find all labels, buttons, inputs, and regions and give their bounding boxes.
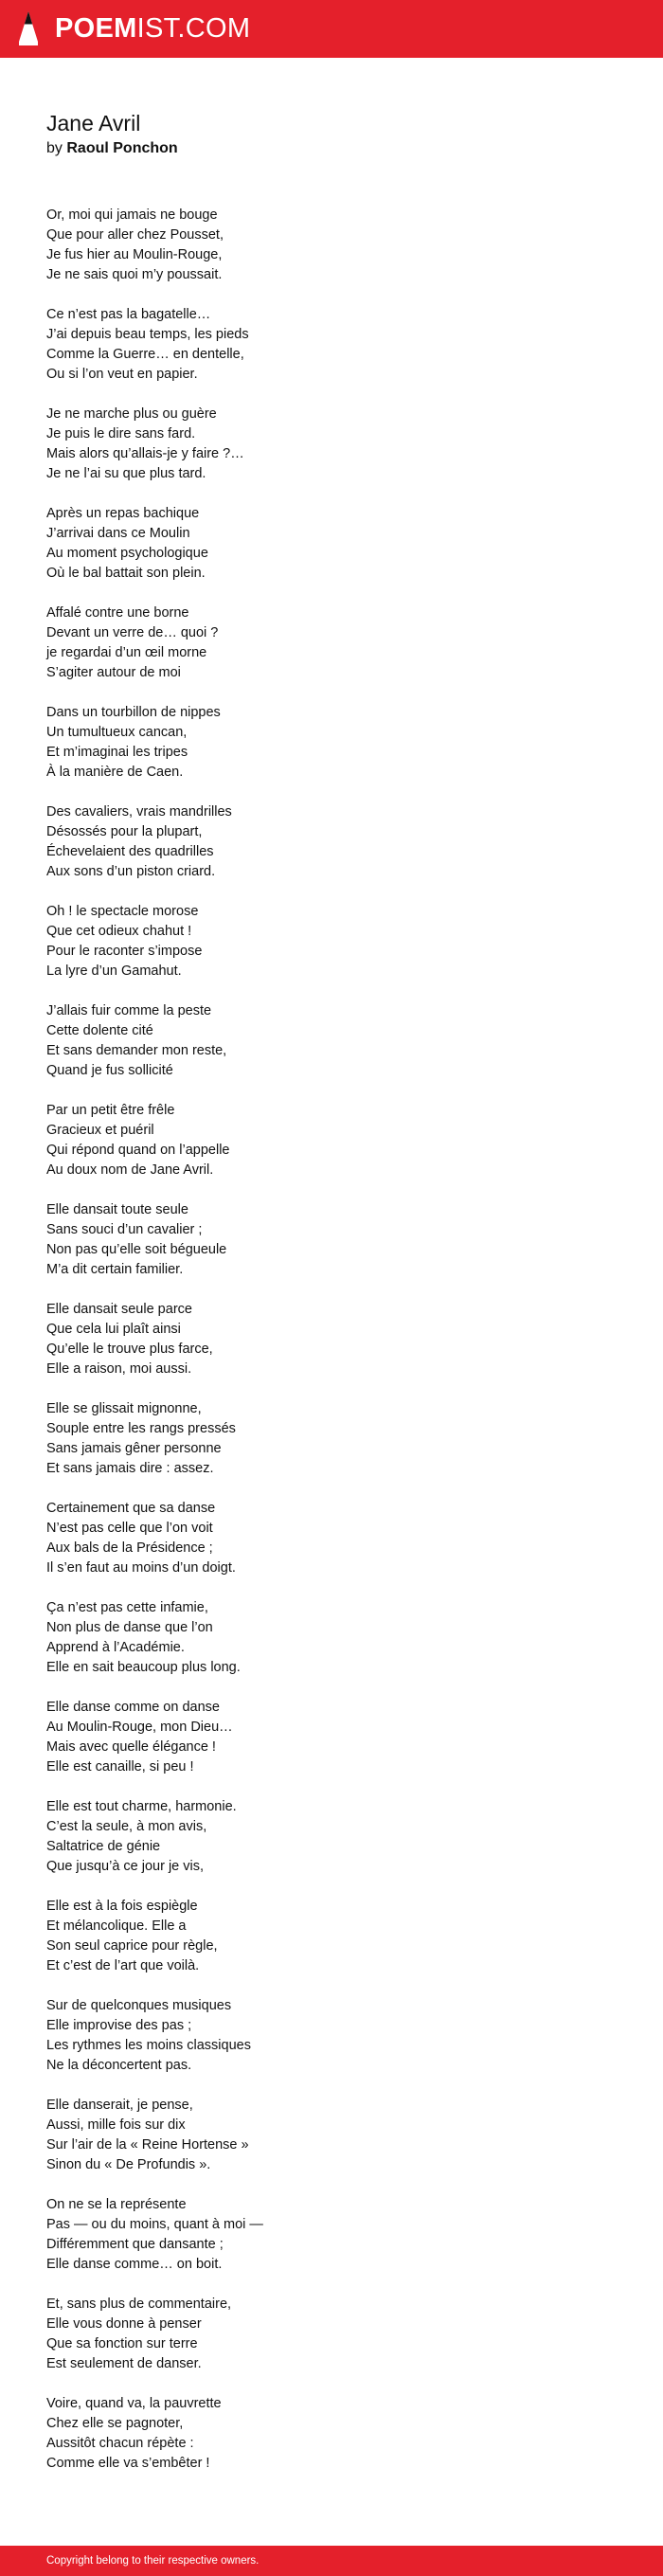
poem-stanza	[46, 504, 615, 584]
poem-line: Ne la déconcertent pas.	[46, 2058, 192, 2073]
poem-line: Elle danserait, je pense,	[46, 2098, 193, 2113]
poem-line: Elle danse comme on danse	[46, 1700, 220, 1715]
poem-author: Raoul Ponchon	[66, 140, 178, 156]
poem-stanza	[46, 405, 615, 484]
poem-stanza	[46, 1001, 615, 1081]
poem-line: Et sans jamais dire : assez.	[46, 1461, 214, 1476]
poem-line: Désossés pour la plupart,	[46, 824, 203, 839]
poem-line: Dans un tourbillon de nippes	[46, 705, 221, 720]
site-logo-text[interactable]	[55, 12, 250, 45]
poem-line: Sur de quelconques musiques	[46, 1998, 232, 2013]
poem-line: Et sans demander mon reste,	[46, 1043, 227, 1058]
poem-line: Mais avec quelle élégance !	[46, 1739, 216, 1755]
poem-line: Elle improvise des pas ;	[46, 2018, 192, 2033]
poem-line: Après un repas bachique	[46, 506, 200, 521]
poem-line: Sans souci d’un cavalier ;	[46, 1222, 203, 1237]
poem-line: Comme elle va s’embêter !	[46, 2456, 210, 2471]
poem-line: Qu’elle le trouve plus farce,	[46, 1342, 213, 1357]
poem-stanza	[46, 1698, 615, 1777]
poem-line: Ou si l’on veut en papier.	[46, 367, 198, 382]
poem-line: Des cavaliers, vrais mandrilles	[46, 804, 232, 820]
poem-stanza	[46, 902, 615, 982]
poem-line: Non pas qu’elle soit bégueule	[46, 1242, 227, 1257]
poem-line: Souple entre les rangs pressés	[46, 1421, 236, 1436]
poem-line: Pas — ou du moins, quant à moi —	[46, 2217, 263, 2232]
poem-line: Certainement que sa danse	[46, 1501, 216, 1516]
poem-stanza	[46, 1101, 615, 1180]
poem-stanza	[46, 703, 615, 783]
poem-stanza	[46, 1996, 615, 2076]
poem-line: Saltatrice de génie	[46, 1839, 161, 1854]
poem-stanza	[46, 603, 615, 683]
poem-line: Je ne l’ai su que plus tard.	[46, 466, 206, 481]
poem-line: Qui répond quand on l’appelle	[46, 1143, 230, 1158]
poem-line: On ne se la représente	[46, 2197, 187, 2212]
poem-byline	[46, 138, 178, 159]
footer-copyright: Copyright belong to their respective owners.	[46, 2555, 260, 2567]
poem-line: C’est la seule, à mon avis,	[46, 1819, 207, 1834]
poem-line: Au moment psychologique	[46, 546, 208, 561]
poem-line: Devant un verre de… quoi ?	[46, 625, 219, 640]
poem-line: Par un petit être frêle	[46, 1103, 175, 1118]
site-footer	[0, 2546, 663, 2576]
poem-line: Affalé contre une borne	[46, 605, 189, 621]
poem-line: Aussitôt chacun répète :	[46, 2436, 194, 2451]
poem-line: Échevelaient des quadrilles	[46, 844, 214, 859]
logo-brand-light: IST.COM	[136, 13, 251, 44]
poem-line: Différemment que dansante ;	[46, 2237, 224, 2252]
site-header	[0, 0, 663, 58]
poem-line: je regardai d’un œil morne	[46, 645, 207, 660]
poem-body	[46, 206, 615, 2494]
poem-line: Et m’imaginai les tripes	[46, 745, 188, 760]
poem-line: Apprend à l’Académie.	[46, 1640, 185, 1655]
poem-line: Elle a raison, moi aussi.	[46, 1361, 192, 1377]
poem-line: Et, sans plus de commentaire,	[46, 2297, 232, 2312]
logo-brand-bold: POEM	[55, 13, 137, 44]
poem-stanza	[46, 305, 615, 385]
poem-line: Que cet odieux chahut !	[46, 924, 192, 939]
poem-line: Aux bals de la Présidence ;	[46, 1540, 213, 1556]
poem-line: Il s’en faut au moins d’un doigt.	[46, 1560, 236, 1576]
poem-stanza	[46, 1797, 615, 1877]
poem-line: N’est pas celle que l’on voit	[46, 1521, 213, 1536]
poem-line: À la manière de Caen.	[46, 765, 184, 780]
poem-stanza	[46, 1499, 615, 1578]
poem-line: Ça n’est pas cette infamie,	[46, 1600, 208, 1615]
poem-line: Sur l’air de la « Reine Hortense »	[46, 2137, 249, 2153]
poem-line: Où le bal battait son plein.	[46, 566, 206, 581]
poem-stanza	[46, 2096, 615, 2175]
pencil-tip-icon[interactable]	[18, 10, 39, 46]
poem-line: Elle danse comme… on boit.	[46, 2257, 223, 2272]
poem-stanza	[46, 1300, 615, 1379]
poem-line: Est seulement de danser.	[46, 2356, 202, 2371]
poem-line: Je ne sais quoi m’y poussait.	[46, 267, 223, 282]
poem-stanza	[46, 2394, 615, 2474]
poem-line: Que jusqu’à ce jour je vis,	[46, 1859, 205, 1874]
poem-line: Sinon du « De Profundis ».	[46, 2157, 211, 2172]
poem-line: La lyre d’un Gamahut.	[46, 964, 182, 979]
poem-line: Oh ! le spectacle morose	[46, 904, 199, 919]
poem-line: M’a dit certain familier.	[46, 1262, 184, 1277]
poem-stanza	[46, 206, 615, 285]
poem-line: S’agiter autour de moi	[46, 665, 181, 680]
poem-line: Son seul caprice pour règle,	[46, 1938, 218, 1954]
poem-line: Or, moi qui jamais ne bouge	[46, 207, 218, 223]
poem-line: Que cela lui plaît ainsi	[46, 1322, 181, 1337]
poem-line: Elle dansait toute seule	[46, 1202, 188, 1217]
poem-stanza	[46, 802, 615, 882]
poem-stanza	[46, 2295, 615, 2374]
poem-line: Gracieux et puéril	[46, 1123, 154, 1138]
poem-line: Quand je fus sollicité	[46, 1063, 173, 1078]
poem-stanza	[46, 2195, 615, 2275]
poem-line: Sans jamais gêner personne	[46, 1441, 222, 1456]
poem-title: Jane Avril	[46, 111, 141, 135]
poem-line: Elle est tout charme, harmonie.	[46, 1799, 237, 1814]
poem-line: Elle est à la fois espiègle	[46, 1899, 198, 1914]
poem-line: J’allais fuir comme la peste	[46, 1003, 212, 1018]
poem-line: Je fus hier au Moulin-Rouge,	[46, 247, 223, 262]
poem-line: Au doux nom de Jane Avril.	[46, 1162, 214, 1178]
poem-line: Je puis le dire sans fard.	[46, 426, 196, 441]
poem-line: Elle vous donne à penser	[46, 2316, 202, 2332]
poem-line: J’ai depuis beau temps, les pieds	[46, 327, 249, 342]
poem-line: Cette dolente cité	[46, 1023, 153, 1038]
poem-line: Les rythmes les moins classiques	[46, 2038, 251, 2053]
poem-line: Aux sons d’un piston criard.	[46, 864, 216, 879]
byline-prefix: by	[46, 140, 63, 156]
poem-line: Comme la Guerre… en dentelle,	[46, 347, 244, 362]
poem-line: Et mélancolique. Elle a	[46, 1918, 187, 1934]
poem-line: Elle se glissait mignonne,	[46, 1401, 202, 1416]
poem-stanza	[46, 1598, 615, 1678]
poem-line: Non plus de danse que l’on	[46, 1620, 213, 1635]
poem-line: Mais alors qu’allais-je y faire ?…	[46, 446, 244, 461]
poem-line: Chez elle se pagnoter,	[46, 2416, 184, 2431]
poem-line: Au Moulin-Rouge, mon Dieu…	[46, 1720, 233, 1735]
poem-line: Pour le raconter s’impose	[46, 944, 203, 959]
poem-line: Elle dansait seule parce	[46, 1302, 192, 1317]
poem-line: Un tumultueux cancan,	[46, 725, 188, 740]
poem-line: J’arrivai dans ce Moulin	[46, 526, 190, 541]
poem-stanza	[46, 1200, 615, 1280]
poem-line: Que pour aller chez Pousset,	[46, 227, 224, 243]
poem-line: Elle en sait beaucoup plus long.	[46, 1660, 241, 1675]
poem-stanza	[46, 1399, 615, 1479]
poem-line: Voire, quand va, la pauvrette	[46, 2396, 222, 2411]
poem-stanza	[46, 1897, 615, 1976]
poem-line: Et c’est de l’art que voilà.	[46, 1958, 200, 1973]
poem-line: Que sa fonction sur terre	[46, 2336, 198, 2351]
poem-line: Ce n’est pas la bagatelle…	[46, 307, 211, 322]
poem-line: Aussi, mille fois sur dix	[46, 2117, 186, 2133]
poem-line: Je ne marche plus ou guère	[46, 406, 217, 422]
poem-line: Elle est canaille, si peu !	[46, 1759, 194, 1774]
